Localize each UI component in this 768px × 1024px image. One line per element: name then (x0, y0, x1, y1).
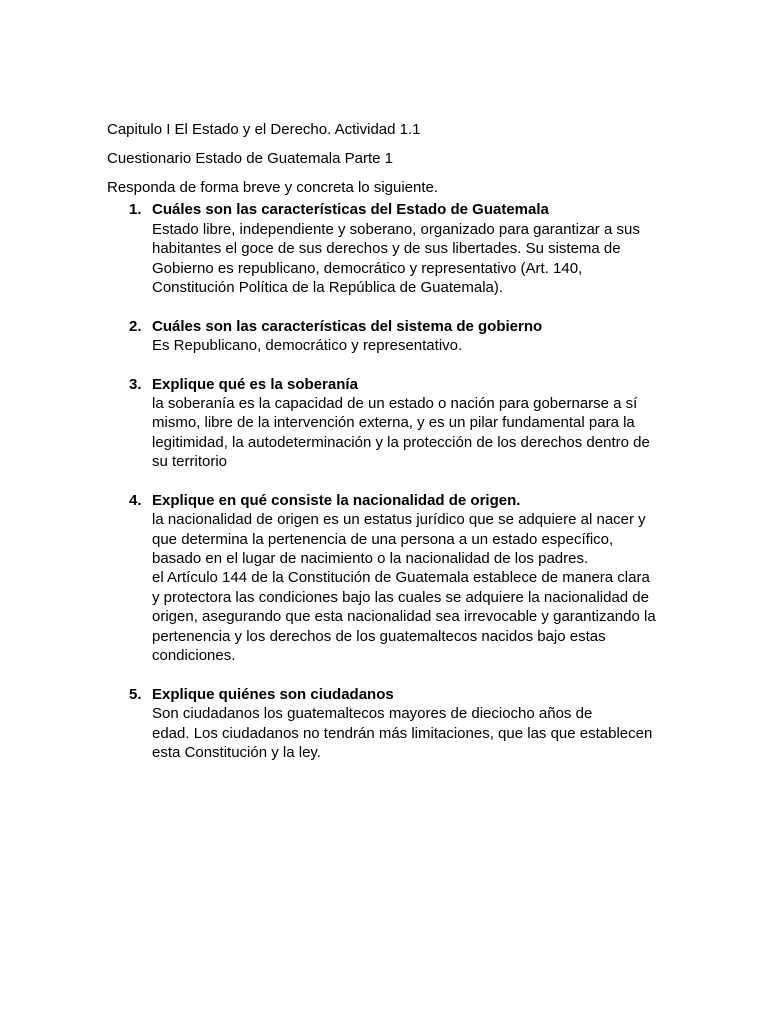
chapter-heading: Capitulo I El Estado y el Derecho. Actividad 1.1 (107, 121, 421, 138)
question-item (107, 317, 667, 356)
question-number: 4. (129, 491, 142, 509)
question-title: Explique quiénes son ciudadanos (152, 685, 394, 703)
questions-list (107, 200, 667, 762)
question-number: 3. (129, 375, 142, 393)
questionnaire-subtitle: Cuestionario Estado de Guatemala Parte 1 (107, 150, 394, 167)
question-item (107, 200, 667, 297)
question-title: Explique en qué consiste la nacionalidad de origen. (152, 491, 521, 509)
question-item (107, 685, 667, 763)
question-answer: Estado libre, independiente y soberano, organizado para garantizar a sus habitantes el goce de sus derechos y de sus libertades. Su sistema de Gobierno es republicano, democrático y representativo (Art. 140, Constitución Política de la República de Guatemala). (152, 220, 640, 297)
document-page (107, 120, 667, 782)
question-title: Explique qué es la soberanía (152, 375, 358, 393)
question-title: Cuáles son las características del Estado de Guatemala (152, 201, 549, 219)
question-item (107, 491, 667, 666)
question-number: 2. (129, 317, 142, 335)
question-number: 5. (129, 685, 142, 703)
question-answer: Es Republicano, democrático y representativo. (152, 337, 463, 355)
instructions-text: Responda de forma breve y concreta lo siguiente. (107, 179, 439, 196)
question-answer: la nacionalidad de origen es un estatus jurídico que se adquiere al nacer y que determina la pertenencia de una persona a un estado específico, basado en el lugar de nacimiento o la nacionalidad de los padres. el Artículo 144 de la Constitución de Guatemala establece de manera clara y protectora las condiciones bajo las cuales se adquiere la nacionalidad de origen, asegurando que esta nacionalidad sea irrevocable y garantizando la pertenencia y los derechos de los guatemaltecos nacidos bajo estas condiciones. (152, 511, 656, 665)
question-number: 1. (129, 201, 142, 219)
question-title: Cuáles son las características del sistema de gobierno (152, 317, 543, 335)
question-answer: la soberanía es la capacidad de un estado o nación para gobernarse a sí mismo, libre de la intervención externa, y es un pilar fundamental para la legitimidad, la autodeterminación y la protección de los derechos dentro de su territorio (152, 395, 650, 471)
question-answer: Son ciudadanos los guatemaltecos mayores de dieciocho años de edad. Los ciudadanos no tendrán más limitaciones, que las que establecen esta Constitución y la ley. (152, 705, 653, 761)
question-item (107, 375, 667, 472)
